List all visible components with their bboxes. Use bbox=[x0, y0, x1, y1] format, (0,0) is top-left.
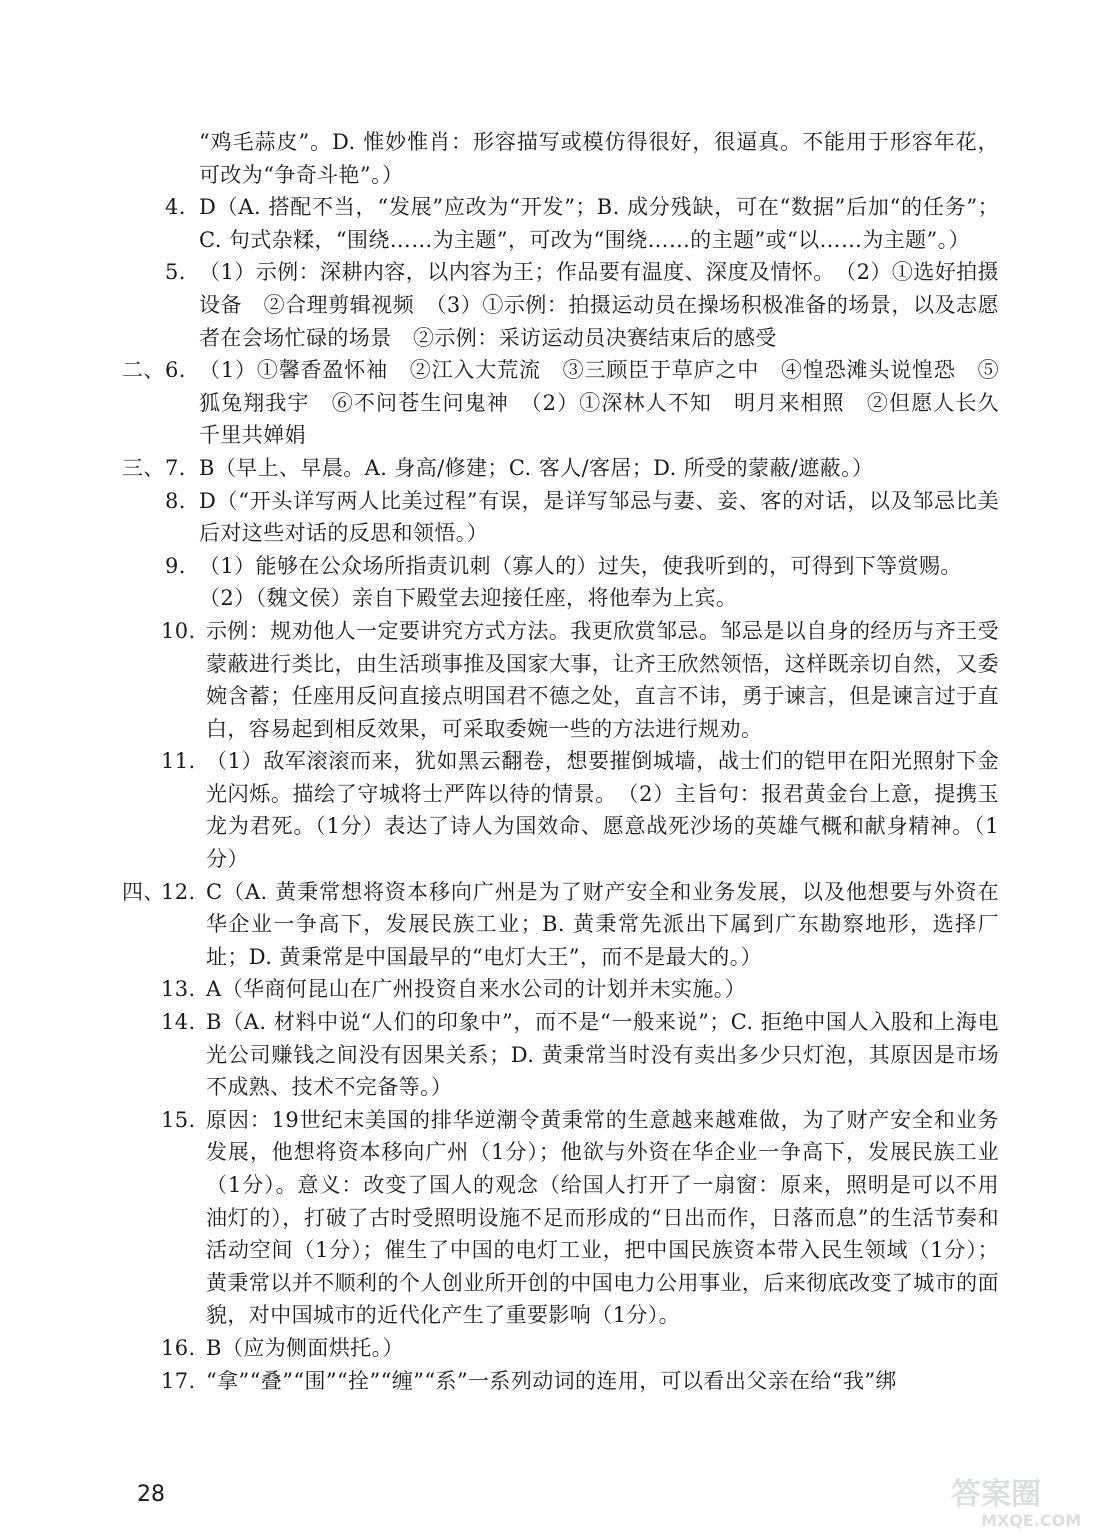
answer-text: D（“开头详写两人比美过程”有误，是详写邹忌与妻、妾、客的对话，以及邹忌比美后对这些对话的反思和领悟。） bbox=[199, 488, 999, 546]
answer-item bbox=[0, 550, 1119, 615]
page-number: 28 bbox=[137, 1482, 165, 1507]
answer-list bbox=[0, 191, 1119, 1397]
question-number: 10. bbox=[161, 618, 196, 643]
answer-text: 示例：规劝他人一定要讲究方式方法。我更欣赏邹忌。邹忌是以自身的经历与齐王受蒙蔽进行类比，由生活琐事推及国家大事，让齐王欣然领悟，这样既亲切自然，又委婉含蓄；任座用反问直接点明国君不德之处，直言不讳，勇于谏言，但是谏言过于直白，容易起到相反效果，可采取委婉一些的方法进行规劝。 bbox=[206, 618, 999, 741]
answer-text: （1）敌军滚滚而来，犹如黑云翻卷，想要摧倒城墙，战士们的铠甲在阳光照射下金光闪烁。描绘了守城将士严阵以待的情景。 （2）主旨句：报君黄金台上意，提携玉龙为君死。（1分）表达了诗人为国效命、愿意战死沙场的英雄气概和献身精神。（1分） bbox=[206, 749, 999, 872]
question-number: 6. bbox=[165, 358, 186, 383]
question-number: 16. bbox=[161, 1335, 196, 1360]
answer-text: （1）①馨香盈怀袖 ②江入大荒流 ③三顾臣于草庐之中 ④惶恐滩头说惶恐 ⑤狐兔翔我宇 ⑥不问苍生问鬼神 （2）①深林人不知 明月来相照 ②但愿人长久 千里共婵娟 bbox=[199, 358, 1021, 448]
section-number: 四、 bbox=[122, 879, 165, 904]
answer-item bbox=[0, 452, 1119, 485]
answer-item bbox=[0, 1365, 1119, 1398]
question-number: 13. bbox=[161, 977, 196, 1002]
section-number: 三、 bbox=[122, 455, 165, 480]
answer-content bbox=[0, 126, 1119, 1397]
answer-text-line2: （2）（魏文侯）亲自下殿堂去迎接任座，将他奉为上宾。 bbox=[199, 586, 738, 611]
watermark-url: MXQE.COM bbox=[981, 1511, 1082, 1530]
section-number: 二、 bbox=[122, 358, 165, 383]
answer-item bbox=[0, 745, 1119, 875]
question-number: 15. bbox=[161, 1107, 196, 1132]
answer-text: “拿”“叠”“围”“拴”“缠”“系”一系列动词的连用，可以看出父亲在给“我”绑 bbox=[206, 1368, 897, 1393]
answer-item bbox=[0, 615, 1119, 745]
question-number: 17. bbox=[161, 1368, 196, 1393]
intro-text: “鸡毛蒜皮”。D. 惟妙惟肖：形容描写或模仿得很好，很逼真。不能用于形容年花，可改为“争奇斗艳”。） bbox=[199, 130, 999, 187]
watermark-logo bbox=[941, 1470, 1111, 1532]
question-number: 7. bbox=[165, 455, 186, 480]
answer-item bbox=[0, 256, 1119, 354]
answer-text: B（A. 材料中说“人们的印象中”，而不是“一般来说”；C. 拒绝中国人入股和上海电光公司赚钱之间没有因果关系；D. 黄秉常当时没有卖出多少只灯泡，其原因是市场不成熟、技术不完备等。） bbox=[206, 1010, 999, 1100]
answer-text: （1）能够在公众场所指责讥刺（寡人的）过失，使我听到的，可得到下等赏赐。 bbox=[199, 553, 962, 578]
answer-text: 原因：19世纪末美国的排华逆潮令黄秉常的生意越来越难做，为了财产安全和业务发展，他想将资本移向广州（1分）；他欲与外资在华企业一争高下，发展民族工业（1分）。意义：改变了国人的观念（给国人打开了一扇窗：原来，照明是可以不用油灯的），打破了古时受照明设施不足而形成的“日出而作，日落而息”的生活节奏和活动空间（1分）；催生了中国的电灯工业，把中国民族资本带入民生领域（1分）；黄秉常以并不顺利的个人创业所开创的中国电力公用事业，后来彻底改变了城市的面貌，对中国城市的近代化产生了重要影响（1分）。 bbox=[206, 1107, 999, 1328]
answer-text: B（应为侧面烘托。） bbox=[206, 1335, 404, 1360]
answer-item bbox=[0, 485, 1119, 550]
watermark-text: 答案圈 bbox=[951, 1477, 1041, 1512]
answer-text: （1）示例：深耕内容，以内容为王；作品要有温度、深度及情怀。 （2）①选好拍摄设备 ②合理剪辑视频 （3）①示例：拍摄运动员在操场积极准备的场景，以及志愿者在会场忙碌的场景 ②示例：采访运动员决赛结束后的感受 bbox=[199, 260, 999, 350]
question-number: 9. bbox=[165, 553, 186, 578]
answer-item bbox=[0, 973, 1119, 1006]
answer-item bbox=[0, 191, 1119, 256]
question-number: 14. bbox=[161, 1010, 196, 1035]
answer-item bbox=[0, 354, 1119, 452]
intro-continuation bbox=[0, 126, 1119, 191]
answer-item bbox=[0, 1006, 1119, 1104]
answer-text: D（A. 搭配不当，“发展”应改为“开发”；B. 成分残缺，可在“数据”后加“的任务”；C. 句式杂糅，“围绕……为主题”，可改为“围绕……的主题”或“以……为主题”。） bbox=[199, 195, 999, 252]
answer-item bbox=[0, 1332, 1119, 1365]
answer-text: A（华商何昆山在广州投资自来水公司的计划并未实施。） bbox=[206, 977, 747, 1002]
answer-item bbox=[0, 876, 1119, 974]
question-number: 11. bbox=[161, 749, 196, 774]
question-number: 12. bbox=[161, 879, 196, 904]
question-number: 8. bbox=[165, 488, 186, 513]
answer-text: B（早上、早晨。A. 身高/修建；C. 客人/客居；D. 所受的蒙蔽/遮蔽。） bbox=[199, 455, 874, 480]
answer-item bbox=[0, 1104, 1119, 1332]
answer-text: C（A. 黄秉常想将资本移向广州是为了财产安全和业务发展，以及他想要与外资在华企业一争高下，发展民族工业；B. 黄秉常先派出下属到广东勘察地形，选择厂址；D. 黄秉常是中国最早的“电灯大王”，而不是最大的。） bbox=[206, 879, 999, 969]
question-number: 4. bbox=[165, 195, 186, 220]
question-number: 5. bbox=[165, 260, 186, 285]
